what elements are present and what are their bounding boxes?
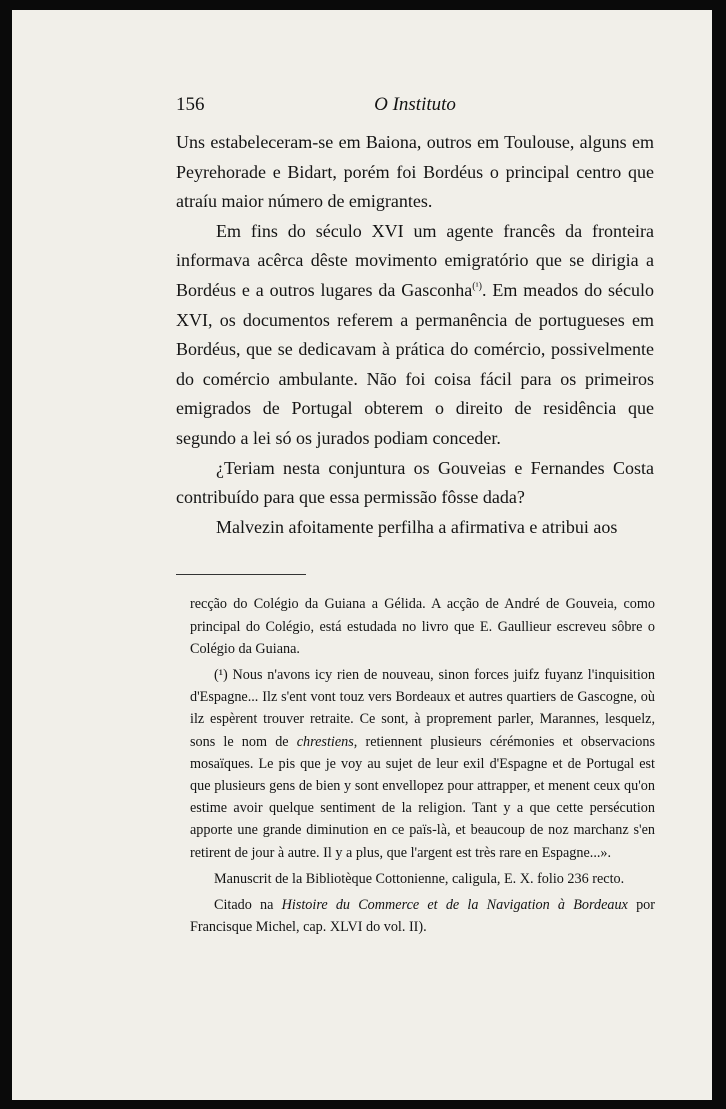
footnote-reference: (¹) <box>472 280 482 292</box>
paragraph-4: Malvezin afoitamente perfilha a afirmativa e atribui aos <box>216 516 618 537</box>
main-text <box>176 128 654 542</box>
footnote-citation-title: Histoire du Commerce et de la Navigation à Bordeaux <box>281 896 628 913</box>
footnote-1-marker: (¹) <box>214 666 228 683</box>
paragraph-2-text-a: Em fins do século XVI um agente francês da fronteira informava acêrca dêste movimento emigratório que se dirigia a Bordéus e a outros lugares da Gasconha <box>176 220 654 300</box>
paragraph-2-text-b: . Em meados do século XVI, os documentos referem a permanência de portugueses em Bordéus, que se dedicavam à prática do comércio, possivelmente do comércio ambulante. Não foi coisa fácil para os primeiros emigrados de Portugal obterem o direito de residência que segundo a lei só os jurados podiam conceder. <box>176 279 654 448</box>
paragraph-3: ¿Teriam nesta conjuntura os Gouveias e Fernandes Costa contribuído para que essa permissão fôsse dada? <box>176 457 654 508</box>
footnote-1 <box>190 664 655 864</box>
footnote-source: Manuscrit de la Bibliotèque Cottonienne, caligula, E. X. folio 236 recto. <box>214 870 625 887</box>
footnote-1-text-b: , retiennent plusieurs cérémonies et observacions mosaïques. Le pis que je voy au sujet de leur exil d'Espagne et de Portugal est que plusieurs gens de bien y sont envellopez pour attrapper, et menent ceux qu'on estime avoir quelque sentiment de la religion. Tant y a que cette persécution apporte une grande diminution en ce païs-là, et beaucoup de noz marchanz s'en retirent de jour à autre. Il y a plus, que l'argent est très rare en Espagne...». <box>190 733 655 861</box>
paragraph-1: Uns estabeleceram-se em Baiona, outros em Toulouse, alguns em Peyrehorade e Bidart, porém foi Bordéus o principal centro que atraíu maior número de emigrantes. <box>176 132 654 212</box>
book-page <box>12 10 712 1100</box>
footnote-citation-text-a: Citado na <box>214 896 282 913</box>
footnotes <box>190 593 655 938</box>
running-title: O Instituto <box>374 94 456 115</box>
footnote-1-italic: chrestiens <box>296 733 354 750</box>
footnote-citation-text-b: por Francisque Michel, cap. XLVI do vol. II). <box>190 896 655 936</box>
paragraph-2 <box>176 217 654 454</box>
footnote-1-text-a: Nous n'avons icy rien de nouveau, sinon forces juifz fuyanz l'inquisition d'Espagne... Ilz s'ent vont touz vers Bordeaux et autres quartiers de Gascogne, où ilz espèrent trouver retraite. Ce sont, à proprement parler, Marannes, lesquelz, sons le nom de <box>190 666 655 750</box>
page-content <box>176 94 654 942</box>
page-number: 156 <box>176 94 205 115</box>
footnote-citation <box>190 894 655 938</box>
footnote-continuation: recção do Colégio da Guiana a Gélida. A acção de André de Gouveia, como principal do Colégio, está estudada no livro que E. Gaullieur escreveu sôbre o Colégio da Guiana. <box>190 596 655 657</box>
footnote-separator <box>176 574 306 575</box>
page-header <box>176 94 654 122</box>
